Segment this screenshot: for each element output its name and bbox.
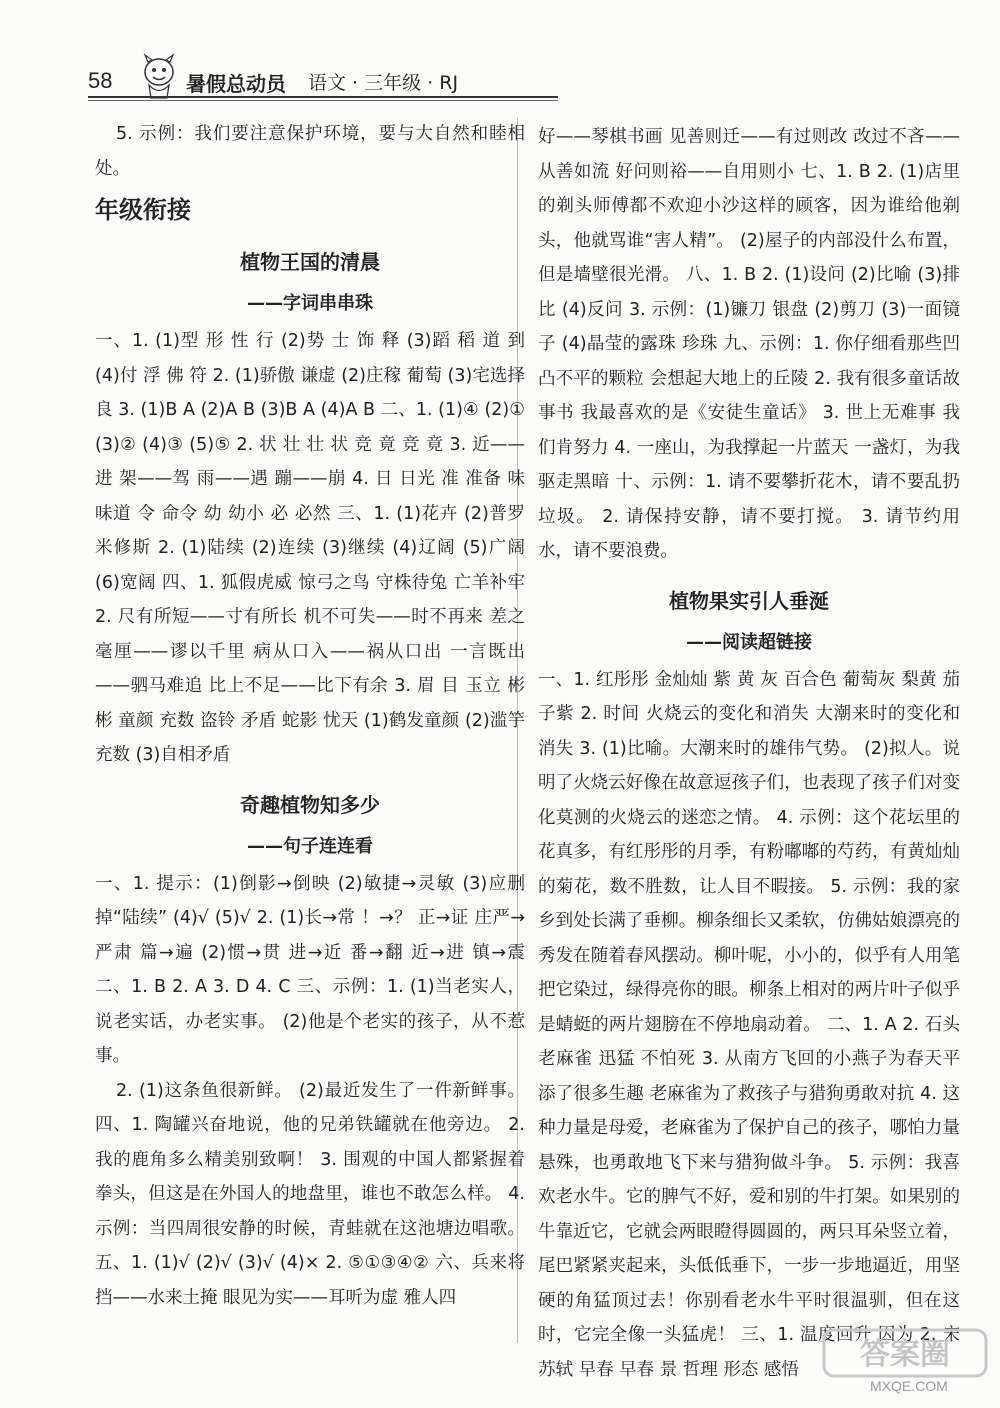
continued-answers: 好——琴棋书画 见善则迁——有过则改 改过不吝——从善如流 好问则裕——自用则小 七、1. B 2. (1)店里的剃头师傅都不欢迎小沙这样的顾客，因为谁给他剃头，他就骂谁“害人精”。 (2)屋子的内部没什么布置，但是墙壁很光滑。 八、1. B 2. (1)设问 (2)比喻 (3)排比 (4)反问 3. 示例：(1)镰刀 银盘 (2)剪刀 (3)一面镜子 (4)晶莹的露珠 珍珠 九、示例：1. 你仔细看那些凹凸不平的颗粒 会想起大地上的丘陵 2. 我有很多童话故事书 我最喜欢的是《安徒生童话》 3. 世上无难事 我们肯努力 4. 一座山，为我撑起一片蓝天 一盏灯，为我驱走黑暗 十、示例：1. 请不要攀折花木，请不要乱扔垃圾。 2. 请保持安静，请不要打搅。 3. 请节约用水，请不要浪费。 [538,127,960,561]
page-header [88,62,558,102]
mascot-icon [136,52,182,102]
lesson-title-2: 奇趣植物知多少 [240,792,380,817]
lesson-subtitle-1: ——字词串串珠 [247,293,373,314]
page-number: 58 [88,68,113,93]
lesson-title-1: 植物王国的清晨 [240,250,380,274]
subject-label: 语文 · 三年级 · RJ [308,72,459,94]
section-heading: 年级衔接 [95,196,191,224]
lesson-answers-2b: 2. (1)这条鱼很新鲜。 (2)最近发生了一件新鲜事。 四、1. 陶罐兴奋地说，他的兄弟铁罐就在他旁边。 2. 我的鹿角多么精美别致啊！ 3. 围观的中国人都紧握着拳头，但这是在外国人的地盘里，谁也不敢怎么样。 4. 示例：当四周很安静的时候，青蛙就在这池塘边唱歌。 五、1. (1)√ (2)√ (3)√ (4)× 2. ⑤①③④② 六、兵来将挡——水来土掩 眼见为实——耳听为虚 雅人四 [95,1080,525,1308]
intro-answer: 5. 示例：我们要注意保护环境，要与大自然和睦相处。 [95,124,525,179]
lesson-answers-1: 一、1. (1)型 形 性 行 (2)势 士 饰 释 (3)蹈 稻 道 到 (4)付 浮 佛 符 2. (1)骄傲 谦虚 (2)庄稼 葡萄 (3)宅选择良 3. (1)B A (2)A B (3)B A (4)A B 二、1. (1)④ (2)① (3)② (4)③ (5)⑤ 2. 状 壮 壮 状 竞 竟 竞 竟 3. 近——进 架——驾 雨——遇 蹦——崩 4. 日 日光 准 准备 味 味道 令 命令 幼 幼小 必 必然 三、1. (1)花卉 (2)普罗米修斯 2. (1)陆续 (2)连续 (3)继续 (4)辽阔 (5)广阔 (6)宽阔 四、1. 狐假虎威 惊弓之鸟 守株待兔 亡羊补牢 2. 尺有所短——寸有所长 机不可失——时不再来 差之毫厘——谬以千里 病从口入——祸从口出 一言既出——驷马难追 比上不足——比下有余 3. 眉 目 玉立 彬彬 童颜 充数 盗铃 矛盾 蛇影 忧天 (1)鹤发童颜 (2)滥竽充数 (3)自相矛盾 [95,331,525,765]
right-column [538,120,960,1387]
lesson-subtitle-2: ——句子连连看 [247,835,373,857]
left-column [95,117,525,1315]
lesson-answers-2a: 一、1. 提示：(1)倒影→倒映 (2)敏捷→灵敏 (3)应删掉“陆续” (4)√ (5)√ 2. (1)长→常 ！→？ 正→证 庄严→严肃 篇→遍 (2)惯→贯 进→近 番→翻 近→进 镇→震 二、1. B 2. A 3. D 4. C 三、示例：1. (1)当老实人，说老实话，办老实事。 (2)他是个老实的孩子，从不惹事。 [95,873,525,1066]
header-rule-thin [88,100,558,101]
watermark-logo-text: 答案圈 [860,1337,950,1372]
lesson-title-3: 植物果实引人垂涎 [669,588,829,613]
header-rule [88,96,558,98]
lesson-answers-3: 一、1. 红彤彤 金灿灿 紫 黄 灰 百合色 葡萄灰 梨黄 茄子紫 2. 时间 火烧云的变化和消失 大潮来时的变化和消失 3. (1)比喻。大潮来时的雄伟气势。 (2)拟人。说明了火烧云好像在故意逗孩子们，也表现了孩子们对变化莫测的火烧云的迷恋之情。 4. 示例：这个花坛里的花真多，有红彤彤的月季，有粉嘟嘟的芍药，有黄灿灿的菊花，数不胜数，让人目不暇接。 5. 示例：我的家乡到处长满了垂柳。柳条细长又柔软，仿佛姑娘漂亮的秀发在随着春风摆动。柳叶呢，小小的，似乎有人用笔把它染过，绿得亮你的眼。柳条上相对的两片叶子似乎是蜻蜓的两片翅膀在不停地扇动着。 二、1. A 2. 石头 老麻雀 迅猛 不怕死 3. 从南方飞回的小燕子为春天平添了很多生趣 老麻雀为了救孩子与猎狗勇敢对抗 4. 这种力量是母爱，老麻雀为了保护自己的孩子，哪怕力量悬殊，也勇敢地飞下来与猎狗做斗争。 5. 示例：我喜欢老水牛。它的脾气不好，爱和别的牛打架。如果别的牛靠近它，它就会两眼瞪得圆圆的，两只耳朵竖立着，尾巴紧紧夹起来，头低低垂下，一步一步地逼近，用坚硬的角猛顶过去！你别看老水牛平时很温驯，但在这时，它完全像一头猛虎！ 三、1. 温度回升 因为 2. 宋 苏轼 早春 早春 景 哲理 形态 感悟 [538,669,960,1380]
series-title: 暑假总动员 [186,72,286,96]
watermark-url: MXQE.COM [870,1378,948,1394]
lesson-subtitle-3: ——阅读超链接 [686,631,812,653]
